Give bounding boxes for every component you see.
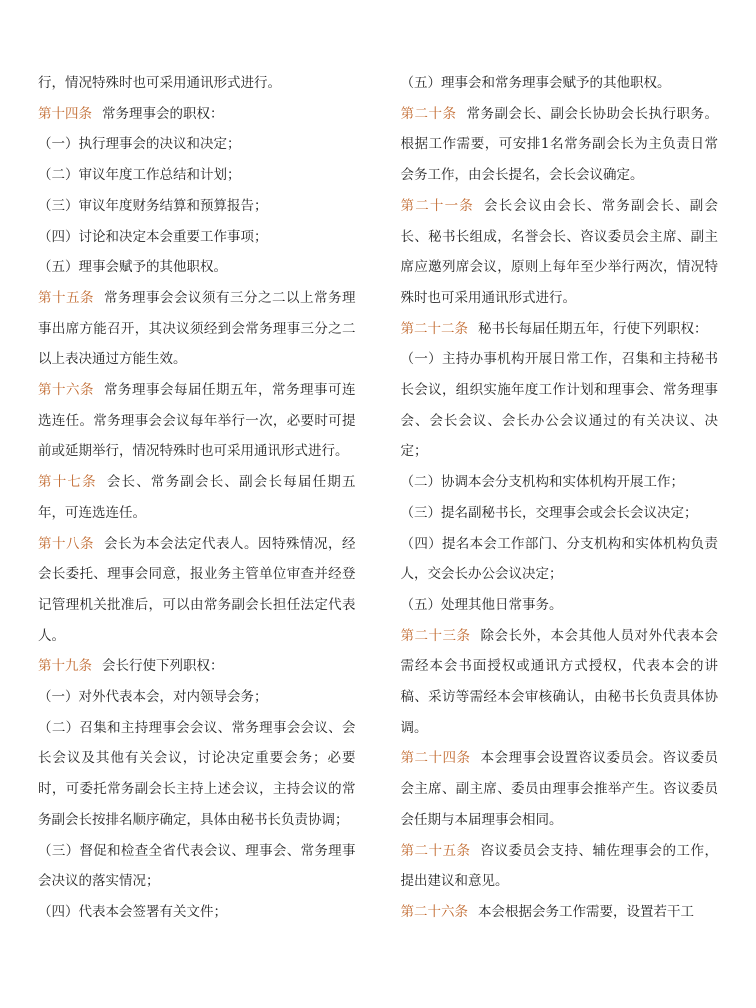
paragraph-text: 常务理事会的职权： xyxy=(102,105,224,122)
paragraph-text: （四）提名本会工作部门、分支机构和实体机构负责人，交会长办公会议决定； xyxy=(400,535,718,583)
paragraph-text: （一）对外代表本会，对内领导会务； xyxy=(38,689,268,706)
paragraph-text: （三）提名副秘书长，交理事会或会长会议决定； xyxy=(400,504,698,521)
paragraph-text: 会长为本会法定代表人。因特殊情况，经会长委托、理事会同意，报业务主管单位审查并经登记管理机关批准后，可以由常务副会长担任法定代表人。 xyxy=(38,535,356,644)
article-number: 第二十二条 xyxy=(400,320,468,337)
article-paragraph xyxy=(401,191,719,314)
article-number: 第十八条 xyxy=(38,535,94,552)
article-paragraph xyxy=(401,897,719,928)
clause-paragraph xyxy=(38,836,356,897)
article-number: 第十五条 xyxy=(38,289,94,306)
article-paragraph xyxy=(38,283,356,375)
paragraph-text: 常务理事会会议须有三分之二以上常务理事出席方能召开，其决议须经到会常务理事三分之二以上表决通过方能生效。 xyxy=(38,289,356,368)
paragraph-text: （五）理事会和常务理事会赋予的其他职权。 xyxy=(400,75,671,91)
paragraph-text: （二）召集和主持理事会会议、常务理事会会议、会长会议及其他有关会议，讨论决定重要会务；必要时，可委托常务副会长主持上述会议，主持会议的常务副会长按排名顺序确定，具体由秘书长负责协调； xyxy=(38,719,356,828)
article-paragraph xyxy=(401,314,719,345)
paragraph-text: 会长、常务副会长、副会长每届任期五年，可连选连任。 xyxy=(38,474,356,521)
paragraph-text: 常务副会长、副会长协助会长执行职务。根据工作需要，可安排1名常务副会长为主负责日常会务工作，由会长提名，会长会议确定。 xyxy=(400,105,718,184)
clause-paragraph xyxy=(38,68,356,99)
right-column xyxy=(401,68,719,1008)
clause-paragraph xyxy=(401,68,719,99)
clause-paragraph xyxy=(38,191,356,222)
clause-paragraph xyxy=(401,529,719,590)
article-number: 第二十六条 xyxy=(400,903,468,920)
article-number: 第二十条 xyxy=(400,105,457,122)
paragraph-text: 除会长外，本会其他人员对外代表本会需经本会书面授权或通讯方式授权，代表本会的讲稿、采访等需经本会审核确认，由秘书长负责具体协调。 xyxy=(400,627,718,736)
paragraph-text: 秘书长每届任期五年，行使下列职权： xyxy=(478,320,708,337)
paragraph-text: （三）审议年度财务结算和预算报告； xyxy=(38,197,268,214)
article-paragraph xyxy=(401,836,719,897)
clause-paragraph xyxy=(401,467,719,498)
article-number: 第二十三条 xyxy=(400,627,471,644)
paragraph-text: （四）代表本会签署有关文件； xyxy=(38,903,227,920)
clause-paragraph xyxy=(38,682,356,713)
paragraph-text: （二）审议年度工作总结和计划； xyxy=(38,167,241,184)
article-number: 第十七条 xyxy=(38,474,97,491)
article-number: 第十四条 xyxy=(38,105,92,122)
paragraph-text: （四）讨论和决定本会重要工作事项； xyxy=(38,228,268,245)
clause-paragraph xyxy=(38,897,356,928)
paragraph-text: 本会根据会务工作需要，设置若干工 xyxy=(478,903,694,920)
article-paragraph xyxy=(401,743,719,835)
left-column xyxy=(38,68,356,1008)
paragraph-text: （三）督促和检查全省代表会议、理事会、常务理事会决议的落实情况； xyxy=(38,842,356,890)
article-paragraph xyxy=(38,467,356,528)
paragraph-text: 行，情况特殊时也可采用通讯形式进行。 xyxy=(38,75,281,91)
article-paragraph xyxy=(38,99,356,130)
clause-paragraph xyxy=(38,129,356,160)
article-paragraph xyxy=(401,99,719,191)
clause-paragraph xyxy=(38,252,356,283)
clause-paragraph xyxy=(38,160,356,191)
article-number: 第二十五条 xyxy=(400,842,471,859)
article-paragraph xyxy=(38,375,356,467)
clause-paragraph xyxy=(38,713,356,836)
article-paragraph xyxy=(38,651,356,682)
article-number: 第二十一条 xyxy=(400,197,474,214)
paragraph-text: （五）处理其他日常事务。 xyxy=(400,596,563,613)
clause-paragraph xyxy=(38,222,356,253)
article-number: 第十九条 xyxy=(38,658,92,675)
paragraph-text: （五）理事会赋予的其他职权。 xyxy=(38,259,227,276)
article-paragraph xyxy=(38,529,356,652)
paragraph-text: （二）协调本会分支机构和实体机构开展工作； xyxy=(400,474,684,491)
clause-paragraph xyxy=(401,590,719,621)
paragraph-text: 咨议委员会支持、辅佐理事会的工作，提出建议和意见。 xyxy=(400,842,718,890)
article-paragraph xyxy=(401,621,719,744)
paragraph-text: 常务理事会每届任期五年，常务理事可连选连任。常务理事会会议每年举行一次，必要时可提前或延期举行，情况特殊时也可采用通讯形式进行。 xyxy=(38,382,356,460)
clause-paragraph xyxy=(401,344,719,467)
paragraph-text: （一）主持办事机构开展日常工作，召集和主持秘书长会议，组织实施年度工作计划和理事会、常务理事会、会长会议、会长办公会议通过的有关决议、决定； xyxy=(400,351,718,460)
article-number: 第十六条 xyxy=(38,382,94,399)
paragraph-text: 会长会议由会长、常务副会长、副会长、秘书长组成，名誉会长、咨议委员会主席、副主席应邀列席会议，原则上每年至少举行两次，情况特殊时也可采用通讯形式进行。 xyxy=(400,197,718,306)
paragraph-text: 本会理事会设置咨议委员会。咨议委员会主席、副主席、委员由理事会推举产生。咨议委员会任期与本届理事会相同。 xyxy=(400,750,718,828)
clause-paragraph xyxy=(401,498,719,529)
paragraph-text: （一）执行理事会的决议和决定； xyxy=(38,136,241,153)
paragraph-text: 会长行使下列职权： xyxy=(102,658,224,675)
article-number: 第二十四条 xyxy=(400,750,471,767)
